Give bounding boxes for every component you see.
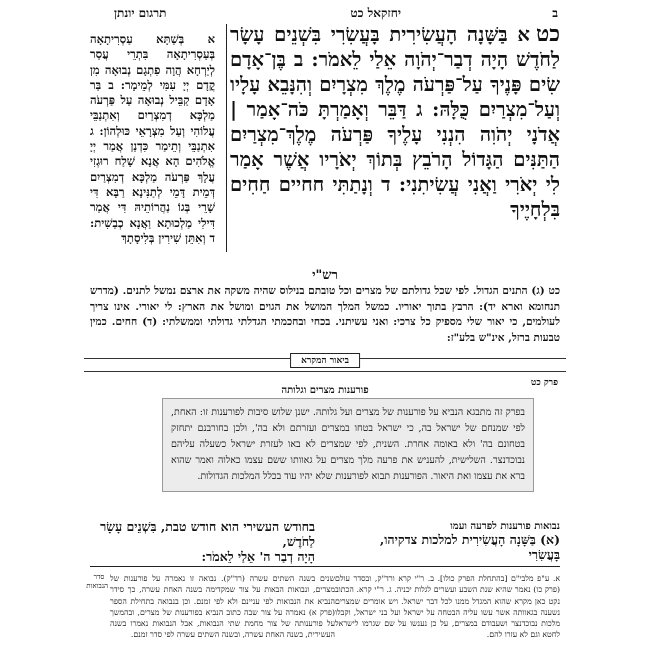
perek-label: פרק כט xyxy=(530,378,558,388)
book-page xyxy=(84,0,566,650)
column-divider xyxy=(226,24,227,252)
explanation-left-bold: הָיָה דְבַר ה' אֵלַי לֵאמֹר: xyxy=(201,549,315,564)
targum-text: א בְּשַׁתָּא עַסְרִיתָאָה בְּעַסְרִיתָאָה בִּתְרֵי עֲסַר לְיַרְחָא הֲוָה פִתְגָם נְבוּאָה מִן קֳדָם יְיָ עִמִּי לְמֵימָר: ב בַּר אָדָם קַבֵּיל נְבוּאָה עַל פַּרְעֹה מַלְכָּא דְמִצְרַיִם וְאִתְנַבֵּי עֲלוֹהִי וְעַל מִצְרָאֵי כּוּלְהוֹן: ג אִתְנַבֵּי וְתֵימַר כִּדְנַן אֲמַר יְיָ אֱלֹהִים הָא אֲנָא שָׁלַח רוּגְזִי עֲלָךְ פַּרְעֹה מַלְכָּא דְמִצְרַיִם דְּמֵית דָּמֵי לְתַנִּינָא רַבָּא דִּי שָׁרֵי בְּגוֹ נַהֲרוֹתֵיהּ דִּי אֲמַר דִּילִי מַלְכוּתָא וַאֲנָא כְבַשִׁית: ד וְאִתֵּן שִׁירִין בְּלִיסָתָךְ xyxy=(90,32,215,245)
summary-box-title: פורענות מצרים וגלותה xyxy=(281,385,369,396)
side-note: סדר הנבואות xyxy=(86,573,108,590)
book-chapter-title: יחזקאל כט xyxy=(350,6,401,20)
footnotes-right-column: א. ע"פ מלבי"ם [בהתחלת הפרק כולו]. ב. ר"י קרא ורד"ק, ובסדר עולם (פרק כו) נאמר שהיא שנת השבע ועשרים לגלות יכניה. ג. ר"י קרא. הכתוב נקט כאן מקרא שהוא המגדל ממנו לכל דבר ישראל. ויש אומרים שמצרים נשענה בגאוותה אשר עשו עליה הבטחה על ישראל ועל בני ישראל, וקבלו מלכות נבוכדנצר ושעבודם במצרים, על כן נענשו על שם שגרמו לישראל לחטא וגם לא עזרו להם. xyxy=(335,574,560,640)
footnotes-left-column: שנים בשנה השתים עשרה (רד"ק). נבואה זו נאמרה על פורענות של מצרים, ונבואות הבאות על צור שמקדימה בשנה האחת עשרה, כך סידר הנביא את הנבואות לפי עניינם ולא לפי זמנם. וכן בנבואה בתחילת הספר (פרק א) נאמרה על צור שבה כתוב הנביא בפורענות של מצרים, ובהמשך על פורענותה של צור מחמת שתי הנבואות, אבל הנבואות נאמרו בשנה העשירית, בשנה האחת עשרה, ובשנה השתים עשרה לפי סדר זמנם. xyxy=(110,574,335,640)
targum-title: תרגום יונתן xyxy=(114,6,167,20)
summary-box: בפרק זה מתבגא הנביא על פורענות של מצרים ועל גלותה. ישנן שלוש סיבות לפורענות זו: האחת, לפי שמנחם של ישראל בה, כי ישראל בטחו במצרים ועזרתם ולא בה', ולכן בחורבנם יתחזק בטחונם בה' ולא באומה אחרת. השנית, לפי שמצרים לא באו לעזרת ישראל כשעלה עליהם נבוכדנצר. השלישית, להעניש את פרעה מלך מצרים על גאוותו ששם עצמו כאלוה ואמר שהוא ברא את עצמו ואת היאור. הפורענות תבוא לפורענות שלא יהיו עוד בכלל המלכות הגדולות. xyxy=(162,398,534,492)
scripture-text xyxy=(230,22,560,222)
explanation-left-body: בחודש העשירי הוא חודש טבת, בִּשְׁנֵים עָשָׂר לַחֹדֶשׁ, xyxy=(100,519,315,549)
footnotes-section xyxy=(86,566,560,647)
explanation-heading: נבואות פורענות לפרעה ועמו xyxy=(450,521,560,532)
explanation-left-column xyxy=(90,520,315,565)
chapter-label: כט xyxy=(535,21,560,47)
explanation-right-column xyxy=(345,520,560,563)
explanation-columns xyxy=(90,519,560,564)
section-band-label: ביאור המקרא xyxy=(290,353,360,368)
scripture-verses: א בַּשָּׁנָה הָעֲשִׂירִית בָּעֲשִׂרִי בִּשְׁנֵים עָשָׂר לַחֹדֶשׁ הָיָה דְבַר־יְהֹוָה אֵלַי לֵאמֹר: ב בֶּן־אָדָם שִׂים פָּנֶיךָ עַל־פַּרְעֹה מֶלֶךְ מִצְרָיִם וְהִנָּבֵא עָלָיו וְעַל־מִצְרַיִם כֻּלָּהּ: ג דַּבֵּר וְאָמַרְתָּ כֹּה־אָמַר | אֲדֹנָי יְהֹוִה הִנְנִי עָלֶיךָ פַּרְעֹה מֶלֶךְ־מִצְרַיִם הַתַּנִּים הַגָּדוֹל הָרֹבֵץ בְּתוֹךְ יְאֹרָיו אֲשֶׁר אָמַר לִי יְאֹרִי וַאֲנִי עֲשִׂיתִנִי: ד וְנָתַתִּי חחיים חַחִים בִּלְחָיֶיךָ xyxy=(230,23,560,221)
page-letter: ב xyxy=(552,6,558,20)
explanation-right-body: (א) בַּשָּׁנָה הָעֲשִׂירִית למלכות צדקיהו, בָּעֲשִׂרִי xyxy=(379,532,560,562)
rashi-commentary: כט (ג) התנים הגדול. לפי שכל גדולתם של מצרים וכל טובתם בנילוס שהיה משקה את ארצם נמשל לתנים. (מדרש תנחומא וארא יד): הרבץ בתוך יאוריו. כמשל המלך המושל את הגוים ומושל את הארץ: לי יאורי. אינו צריך לעולמים, כי יאור שלי מספיק כל צרכי: ואני עשיתני. בכחי ובחכמתי הגדלתי גדולתי וממשלתי: (ד) חחים. כמין טבעות ברזל, אינ"ש בלע"ז: xyxy=(90,285,560,344)
rashi-title: רש"י xyxy=(312,268,338,283)
